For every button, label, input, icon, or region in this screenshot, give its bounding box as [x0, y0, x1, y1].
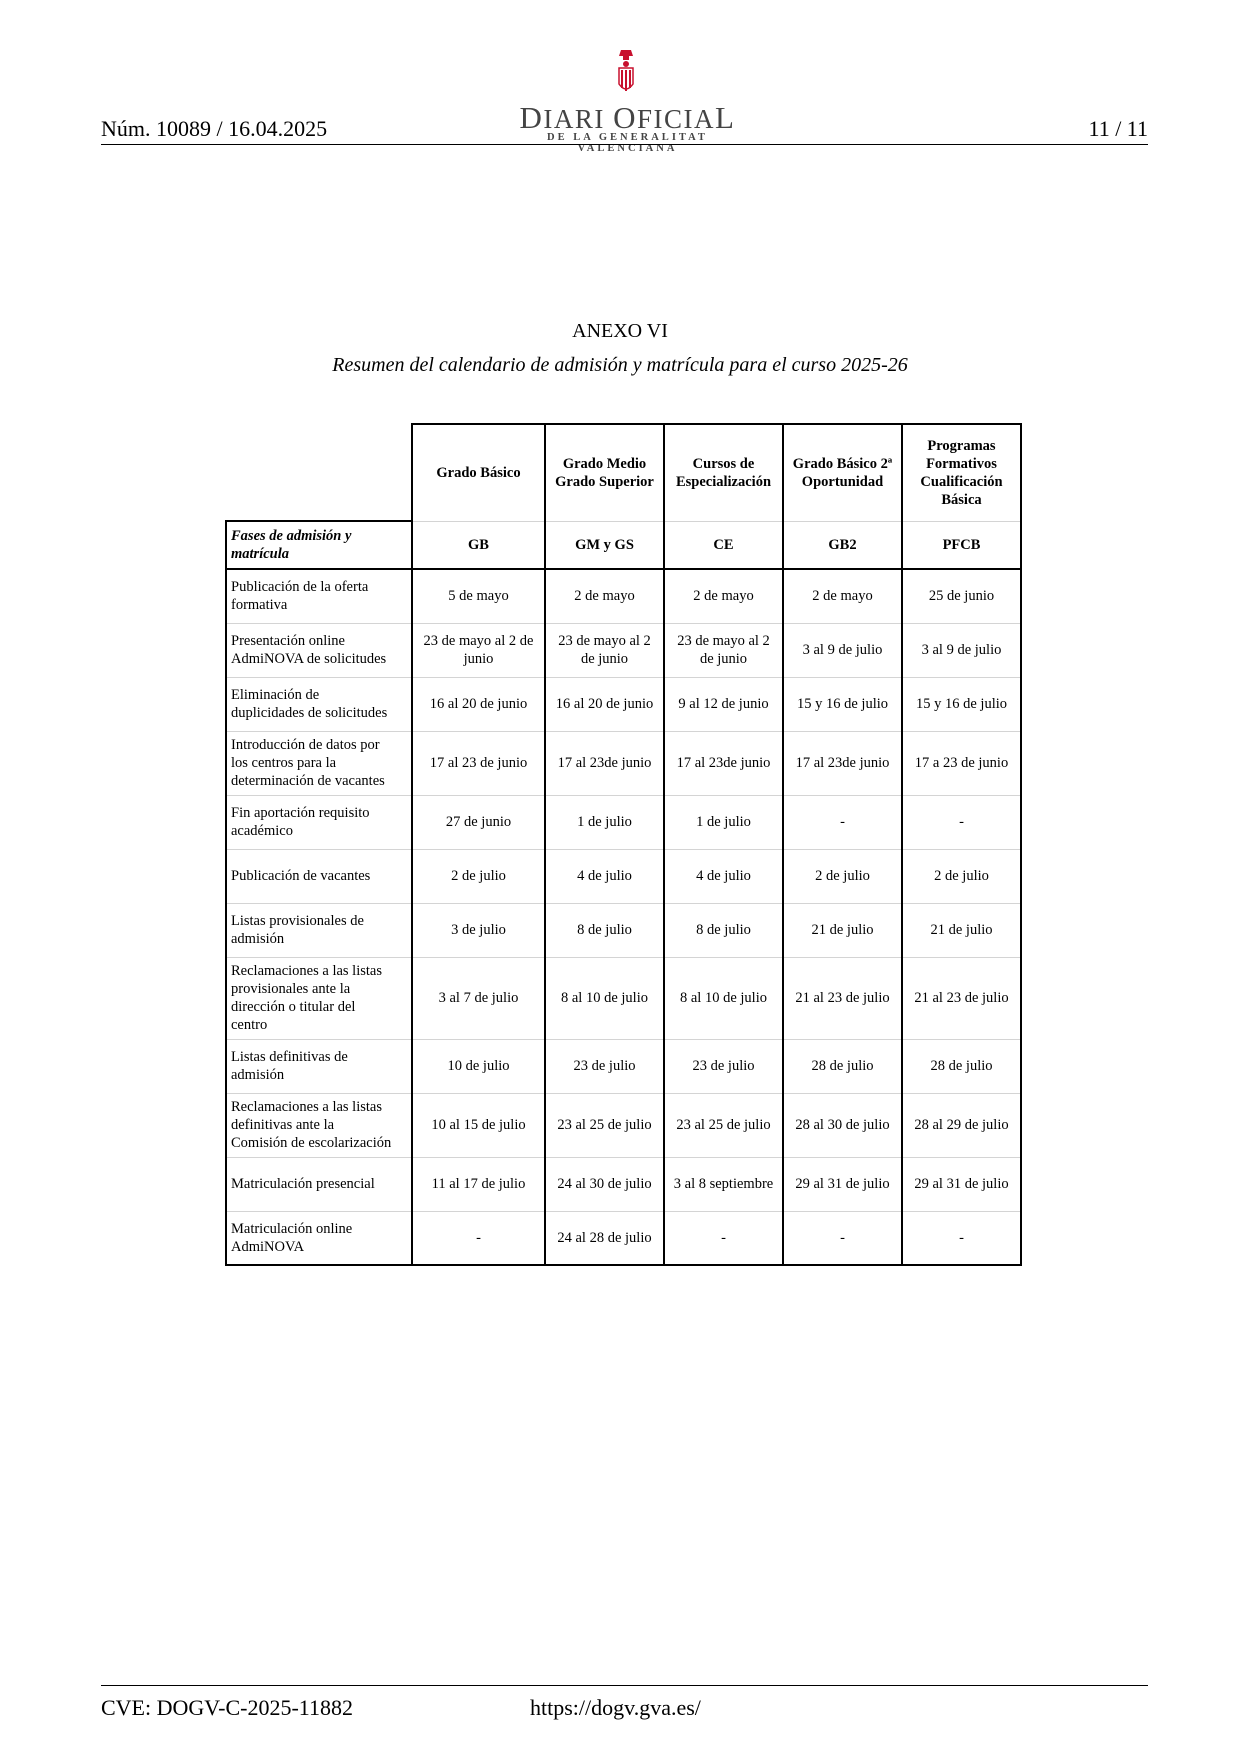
- phase-label: Publicación de vacantes: [226, 849, 412, 903]
- phase-label: Listas provisionales de admisión: [226, 903, 412, 957]
- date-cell: 29 al 31 de julio: [783, 1157, 902, 1211]
- date-cell: -: [902, 795, 1021, 849]
- date-cell: 25 de junio: [902, 569, 1021, 623]
- date-cell: 21 al 23 de julio: [783, 957, 902, 1039]
- table-row: [226, 1157, 1021, 1211]
- diari-oficial-logo: [495, 48, 760, 154]
- logo-subtitle: DE LA GENERALITAT VALENCIANA: [547, 132, 708, 154]
- phase-label: Publicación de la oferta formativa: [226, 569, 412, 623]
- blank-corner: [226, 424, 412, 521]
- date-cell: 4 de julio: [664, 849, 783, 903]
- date-cell: 5 de mayo: [412, 569, 545, 623]
- date-cell: 23 de mayo al 2 de junio: [664, 623, 783, 677]
- date-cell: 3 al 7 de julio: [412, 957, 545, 1039]
- column-abbreviation: GB: [412, 521, 545, 569]
- date-cell: 11 al 17 de julio: [412, 1157, 545, 1211]
- issue-number: Núm. 10089 / 16.04.2025: [101, 116, 328, 141]
- phase-label: Eliminación de duplicidades de solicitudes: [226, 677, 412, 731]
- column-header: Grado Medio Grado Superior: [545, 424, 664, 521]
- date-cell: 3 al 8 septiembre: [664, 1157, 783, 1211]
- date-cell: -: [902, 1211, 1021, 1265]
- date-cell: 4 de julio: [545, 849, 664, 903]
- date-cell: -: [412, 1211, 545, 1265]
- date-cell: 23 de julio: [545, 1039, 664, 1093]
- date-cell: 23 al 25 de julio: [664, 1093, 783, 1157]
- date-cell: 17 a 23 de junio: [902, 731, 1021, 795]
- table-row: [226, 1093, 1021, 1157]
- date-cell: 8 de julio: [545, 903, 664, 957]
- date-cell: 15 y 16 de julio: [902, 677, 1021, 731]
- date-cell: 2 de julio: [902, 849, 1021, 903]
- date-cell: 16 al 20 de junio: [412, 677, 545, 731]
- column-abbreviation: GB2: [783, 521, 902, 569]
- phase-column-header: Fases de admisión y matrícula: [226, 521, 412, 569]
- logo-title-first: D: [519, 100, 544, 135]
- date-cell: 28 al 29 de julio: [902, 1093, 1021, 1157]
- table-row: [226, 795, 1021, 849]
- date-cell: 8 al 10 de julio: [664, 957, 783, 1039]
- date-cell: 29 al 31 de julio: [902, 1157, 1021, 1211]
- phase-label: Fin aportación requisito académico: [226, 795, 412, 849]
- date-cell: 10 al 15 de julio: [412, 1093, 545, 1157]
- logo-title: [495, 100, 760, 136]
- table-row: [226, 1039, 1021, 1093]
- table-row: [226, 1211, 1021, 1265]
- phase-label: Listas definitivas de admisión: [226, 1039, 412, 1093]
- date-cell: 9 al 12 de junio: [664, 677, 783, 731]
- column-header: Grado Básico 2ª Oportunidad: [783, 424, 902, 521]
- table-row: [226, 731, 1021, 795]
- date-cell: 28 de julio: [902, 1039, 1021, 1093]
- date-cell: 17 al 23de junio: [664, 731, 783, 795]
- phase-label: Matriculación online AdmiNOVA: [226, 1211, 412, 1265]
- date-cell: 17 al 23de junio: [545, 731, 664, 795]
- phase-label: Reclamaciones a las listas definitivas ante la Comisión de escolarización: [226, 1093, 412, 1157]
- column-abbreviation: CE: [664, 521, 783, 569]
- phase-label: Reclamaciones a las listas provisionales ante la dirección o titular del centro: [226, 957, 412, 1039]
- date-cell: 17 al 23 de junio: [412, 731, 545, 795]
- annex-title: ANEXO VI: [572, 320, 668, 342]
- table-row: [226, 849, 1021, 903]
- date-cell: 8 de julio: [664, 903, 783, 957]
- date-cell: 2 de julio: [783, 849, 902, 903]
- date-cell: 28 de julio: [783, 1039, 902, 1093]
- header-divider: [101, 144, 1148, 145]
- date-cell: 2 de mayo: [783, 569, 902, 623]
- date-cell: 2 de mayo: [545, 569, 664, 623]
- date-cell: 21 de julio: [902, 903, 1021, 957]
- date-cell: 3 al 9 de julio: [783, 623, 902, 677]
- generalitat-emblem-icon: [611, 48, 641, 98]
- date-cell: 21 de julio: [783, 903, 902, 957]
- date-cell: -: [664, 1211, 783, 1265]
- cve-code: CVE: DOGV-C-2025-11882: [101, 1695, 353, 1720]
- date-cell: 24 al 28 de julio: [545, 1211, 664, 1265]
- date-cell: 3 al 9 de julio: [902, 623, 1021, 677]
- logo-title-mid: IARI: [543, 104, 614, 134]
- column-header: Grado Básico: [412, 424, 545, 521]
- column-abbreviation: PFCB: [902, 521, 1021, 569]
- logo-title-rest: FICIA: [637, 104, 716, 134]
- footer-divider: [101, 1685, 1148, 1686]
- date-cell: 16 al 20 de junio: [545, 677, 664, 731]
- column-header: Programas Formativos Cualificación Básica: [902, 424, 1021, 521]
- table-row: [226, 569, 1021, 623]
- table-row: [226, 623, 1021, 677]
- date-cell: 2 de julio: [412, 849, 545, 903]
- date-cell: 27 de junio: [412, 795, 545, 849]
- logo-title-last: L: [715, 100, 736, 135]
- table-row: [226, 957, 1021, 1039]
- column-abbreviation: GM y GS: [545, 521, 664, 569]
- column-header: Cursos de Especialización: [664, 424, 783, 521]
- date-cell: 3 de julio: [412, 903, 545, 957]
- date-cell: 15 y 16 de julio: [783, 677, 902, 731]
- admission-calendar-table: [225, 423, 1022, 1266]
- date-cell: 2 de mayo: [664, 569, 783, 623]
- date-cell: 23 de julio: [664, 1039, 783, 1093]
- annex-subtitle: Resumen del calendario de admisión y matrícula para el curso 2025-26: [332, 354, 908, 376]
- date-cell: 28 al 30 de julio: [783, 1093, 902, 1157]
- date-cell: 23 de mayo al 2 de junio: [545, 623, 664, 677]
- date-cell: -: [783, 1211, 902, 1265]
- date-cell: 1 de julio: [664, 795, 783, 849]
- date-cell: 1 de julio: [545, 795, 664, 849]
- phase-label: Matriculación presencial: [226, 1157, 412, 1211]
- date-cell: 8 al 10 de julio: [545, 957, 664, 1039]
- page-number: 11 / 11: [1088, 116, 1148, 141]
- date-cell: 21 al 23 de julio: [902, 957, 1021, 1039]
- table-row: [226, 677, 1021, 731]
- date-cell: 23 de mayo al 2 de junio: [412, 623, 545, 677]
- date-cell: 17 al 23de junio: [783, 731, 902, 795]
- date-cell: 24 al 30 de julio: [545, 1157, 664, 1211]
- phase-label: Introducción de datos por los centros para la determinación de vacantes: [226, 731, 412, 795]
- phase-label: Presentación online AdmiNOVA de solicitudes: [226, 623, 412, 677]
- date-cell: -: [783, 795, 902, 849]
- table-row: [226, 903, 1021, 957]
- footer-url[interactable]: https://dogv.gva.es/: [530, 1695, 701, 1720]
- date-cell: 10 de julio: [412, 1039, 545, 1093]
- logo-title-o: O: [613, 100, 638, 135]
- date-cell: 23 al 25 de julio: [545, 1093, 664, 1157]
